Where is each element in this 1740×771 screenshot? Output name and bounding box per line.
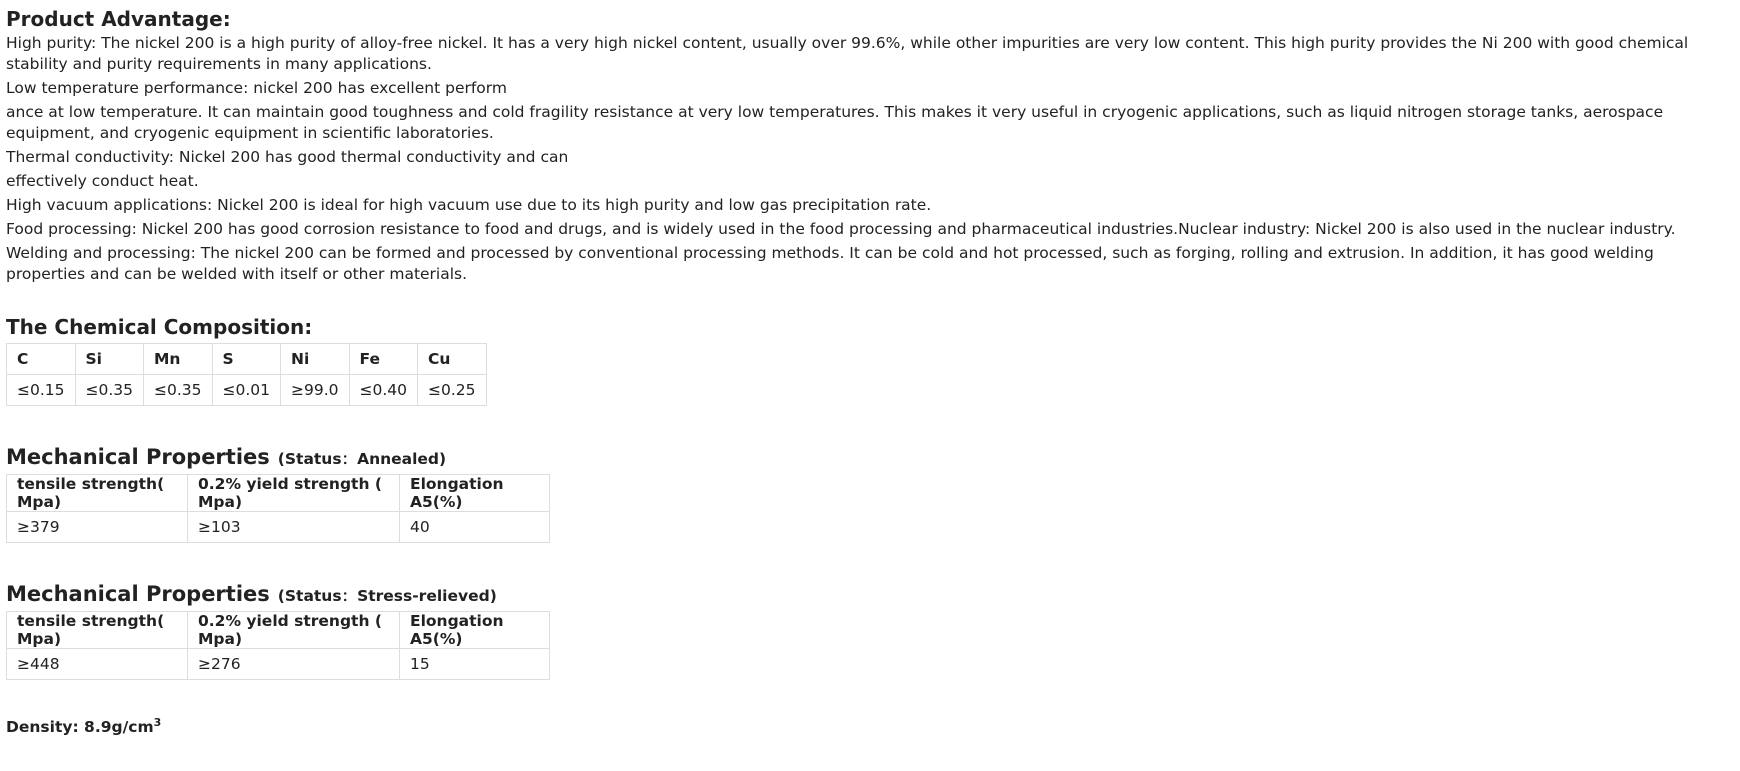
- mechanical-properties-annealed-heading: [6, 444, 1734, 470]
- mechanical-properties-stress-relieved-table: [6, 611, 550, 680]
- table-cell: 15: [400, 649, 550, 680]
- mechanical-properties-stress-relieved-heading: [6, 581, 1734, 607]
- density-text: [6, 716, 1734, 738]
- table-row: [7, 512, 550, 543]
- table-header-cell: Mn: [144, 344, 213, 375]
- density-superscript: 3: [153, 715, 162, 729]
- table-cell: ≤0.35: [75, 375, 144, 406]
- table-header-cell: Cu: [418, 344, 487, 375]
- table-cell: ≥99.0: [281, 375, 350, 406]
- table-header-row: [7, 612, 550, 649]
- table-header-row: [7, 475, 550, 512]
- table-header-cell: 0.2% yield strength ( Mpa): [188, 612, 400, 649]
- table-cell: ≤0.40: [349, 375, 418, 406]
- chemical-composition-table: [6, 343, 487, 406]
- table-row: [7, 649, 550, 680]
- section-title: Mechanical Properties: [6, 445, 270, 469]
- paragraph: High purity: The nickel 200 is a high purity of alloy-free nickel. It has a very high nickel content, usually over 99.6%, while other impurities are very low content. This high purity provides the Ni 200 with good chemical stability and purity requirements in many applications.: [6, 34, 1689, 73]
- table-row: [7, 375, 487, 406]
- chemical-composition-heading: The Chemical Composition:: [6, 315, 313, 339]
- status-label: (Status：Annealed): [277, 450, 447, 468]
- table-cell: 40: [400, 512, 550, 543]
- mechanical-properties-annealed-table: [6, 474, 550, 543]
- paragraph: Low temperature performance: nickel 200 has excellent perform: [6, 79, 507, 97]
- table-cell: ≥103: [188, 512, 400, 543]
- table-cell: ≤0.15: [7, 375, 76, 406]
- table-header-cell: C: [7, 344, 76, 375]
- table-cell: ≥448: [7, 649, 188, 680]
- section-title: Mechanical Properties: [6, 582, 270, 606]
- product-advantage-heading: Product Advantage:: [6, 7, 231, 31]
- paragraph: Welding and processing: The nickel 200 can be formed and processed by conventional processing methods. It can be cold and hot processed, such as forging, rolling and extrusion. In addition, it has good welding properties and can be welded with itself or other materials.: [6, 244, 1654, 283]
- paragraph: ance at low temperature. It can maintain good toughness and cold fragility resistance at very low temperatures. This makes it very useful in cryogenic applications, such as liquid nitrogen storage tanks, aerospace equipment, and cryogenic equipment in scientific laboratories.: [6, 103, 1664, 142]
- table-header-cell: Elongation A5(%): [400, 475, 550, 512]
- table-header-cell: Fe: [349, 344, 418, 375]
- table-header-cell: 0.2% yield strength ( Mpa): [188, 475, 400, 512]
- table-cell: ≥379: [7, 512, 188, 543]
- table-header-cell: S: [212, 344, 281, 375]
- paragraph: effectively conduct heat.: [6, 172, 199, 190]
- table-cell: ≥276: [188, 649, 400, 680]
- paragraph: High vacuum applications: Nickel 200 is ideal for high vacuum use due to its high purity and low gas precipitation rate.: [6, 196, 932, 214]
- density-label: Density: 8.9g/cm: [6, 718, 154, 736]
- table-header-cell: Si: [75, 344, 144, 375]
- table-cell: ≤0.25: [418, 375, 487, 406]
- table-header-cell: tensile strength( Mpa): [7, 475, 188, 512]
- table-header-cell: tensile strength( Mpa): [7, 612, 188, 649]
- status-label: (Status：Stress-relieved): [277, 587, 497, 605]
- paragraph: Thermal conductivity: Nickel 200 has good thermal conductivity and can: [6, 148, 569, 166]
- table-cell: ≤0.01: [212, 375, 281, 406]
- product-advantage-body: [6, 33, 1734, 285]
- table-cell: ≤0.35: [144, 375, 213, 406]
- paragraph: Food processing: Nickel 200 has good corrosion resistance to food and drugs, and is widely used in the food processing and pharmaceutical industries.Nuclear industry: Nickel 200 is also used in the nuclear industry.: [6, 220, 1676, 238]
- table-header-cell: Elongation A5(%): [400, 612, 550, 649]
- table-header-cell: Ni: [281, 344, 350, 375]
- table-header-row: [7, 344, 487, 375]
